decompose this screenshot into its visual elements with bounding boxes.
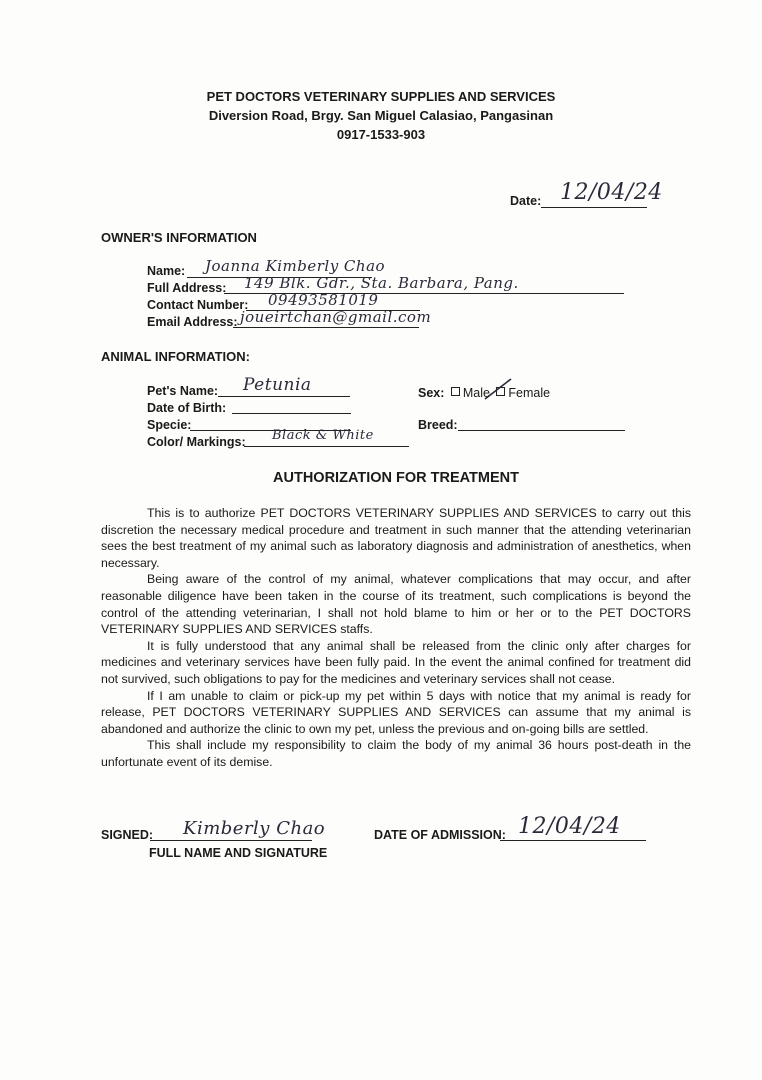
authorization-body [101,505,691,771]
date-value[interactable]: 12/04/24 [560,180,663,205]
female-label: Female [508,386,551,400]
signature-line [150,840,312,841]
male-label: Male [462,386,490,400]
breed-line [458,430,625,431]
authorization-paragraph: This is to authorize PET DOCTORS VETERINARY SUPPLIES AND SERVICES to carry out this discretion the necessary medical procedure and treatment in such manner that the attending veterinarian sees the best treatment of my animal such as laboratory diagnosis and administration of anesthetics, when necessary. [101,506,691,570]
date-of-admission-label: DATE OF ADMISSION: [374,828,506,842]
authorization-paragraph: This shall include my responsibility to claim the body of my animal 36 hours post-death in the unfortunate event of its demise. [101,738,691,769]
pet-name-label: Pet's Name: [147,384,219,398]
date-of-admission-value[interactable]: 12/04/24 [518,814,621,839]
signature-value[interactable]: Kimberly Chao [183,818,326,839]
owner-contact-label: Contact Number: [147,298,249,312]
clinic-address: Diversion Road, Brgy. San Miguel Calasiao, Pangasinan [208,108,554,123]
owner-email-line [233,327,419,328]
date-line [541,207,647,208]
authorization-paragraph: Being aware of the control of my animal, whatever complications that may occur, and after reasonable diligence have been taken in the course of its treatment, such complications is beyond the control of the attending veterinarian, I shall not hold blame to him or her or to the PET DOCTORS VETERINARY SUPPLIES AND SERVICES staffs. [101,572,691,637]
color-markings-value[interactable]: Black & White [272,428,374,443]
specie-label: Specie: [147,418,192,432]
clinic-name: PET DOCTORS VETERINARY SUPPLIES AND SERVICES [206,89,556,104]
owner-name-value[interactable]: Joanna Kimberly Chao [205,257,386,275]
authorization-paragraph: If I am unable to claim or pick-up my pet within 5 days with notice that my animal is ready for release, PET DOCTORS VETERINARY SUPPLIES AND SERVICES can assume that my animal is abandoned and authorize the clinic to own my pet, unless the previous and on-going bills are settled. [101,688,691,736]
breed-label: Breed: [418,418,458,432]
female-check-mark [483,377,513,403]
animal-section-title: ANIMAL INFORMATION: [101,349,250,364]
dob-line [232,413,351,414]
signed-label: SIGNED: [101,828,154,842]
color-markings-label: Color/ Markings: [147,435,246,449]
pet-name-value[interactable]: Petunia [243,375,312,395]
sex-label: Sex: [418,386,445,400]
owner-address-value[interactable]: 149 Blk. Gdr., Sta. Barbara, Pang. [244,274,519,292]
date-label: Date: [510,194,542,208]
color-markings-line [244,446,409,447]
authorization-paragraph: It is fully understood that any animal shall be released from the clinic only after charges for medicines and veterinary services have been fully paid. In the event the animal confined for treatment did not survived, such obligations to pay for the medicines and veterinary services shall not cease. [101,638,691,686]
owner-email-label: Email Address: [147,315,238,329]
owner-address-label: Full Address: [147,281,227,295]
owner-contact-value[interactable]: 09493581019 [268,291,379,309]
dob-label: Date of Birth: [147,401,227,415]
signature-caption: FULL NAME AND SIGNATURE [149,846,328,860]
owner-email-value[interactable]: joueirtchan@gmail.com [240,308,432,326]
pet-name-line [218,396,350,397]
clinic-phone: 0917-1533-903 [336,127,426,142]
male-checkbox[interactable] [451,387,460,396]
authorization-title: AUTHORIZATION FOR TREATMENT [273,470,519,486]
owner-name-label: Name: [147,264,186,278]
date-of-admission-line [500,840,646,841]
owner-section-title: OWNER'S INFORMATION [101,230,257,245]
